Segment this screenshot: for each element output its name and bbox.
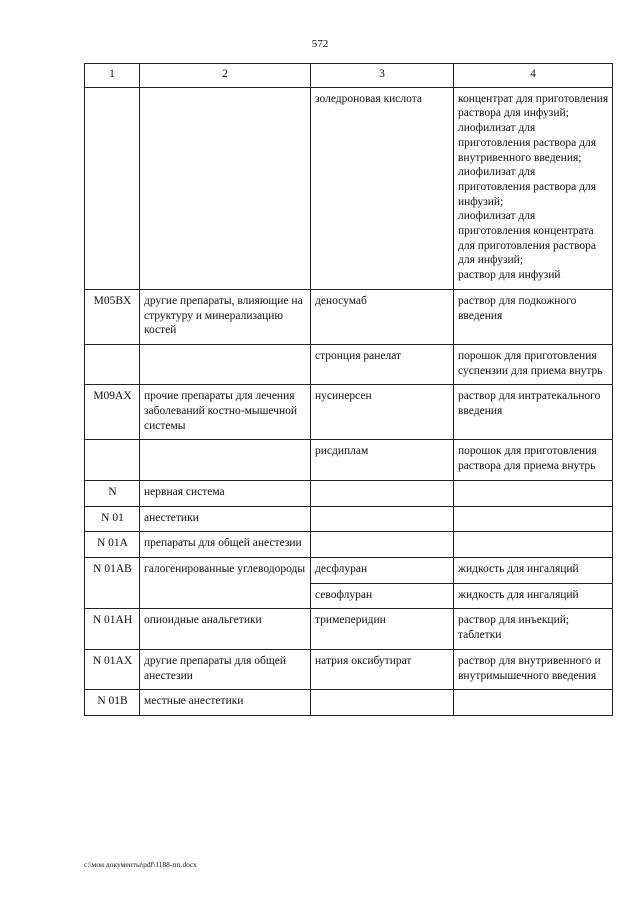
dosage-form: порошок для приготовления раствора для приема внутрь xyxy=(458,445,597,473)
column-header: 3 xyxy=(311,64,454,88)
group-cell: нервная система xyxy=(140,480,311,506)
drug-table xyxy=(84,63,613,716)
footer-file-path: c:\мои документы\pdf\1188-пп.docx xyxy=(84,860,197,869)
table-row xyxy=(85,440,613,480)
drug-name-cell xyxy=(311,506,454,532)
dosage-form: раствор для интратекального введения xyxy=(458,390,601,418)
atc-code-cell xyxy=(85,344,140,384)
dosage-forms-cell xyxy=(454,385,613,440)
dosage-form: лиофилизат для приготовления концентрата для приготовления раствора для инфузий; xyxy=(458,210,596,267)
dosage-forms-cell xyxy=(454,480,613,506)
drug-name-cell: натрия оксибутират xyxy=(311,649,454,689)
group-cell: прочие препараты для лечения заболеваний костно-мышечной системы xyxy=(140,385,311,440)
dosage-form: концентрат для приготовления раствора для инфузий; xyxy=(458,92,609,120)
drug-name-cell: севофлуран xyxy=(311,583,454,609)
dosage-forms-cell xyxy=(454,557,613,583)
column-header: 4 xyxy=(454,64,613,88)
group-cell: другие препараты, влияющие на структуру и минерализацию костей xyxy=(140,289,311,344)
dosage-forms-cell xyxy=(454,690,613,716)
group-cell: опиоидные анальгетики xyxy=(140,609,311,649)
dosage-form: жидкость для ингаляций xyxy=(458,588,579,601)
column-header: 1 xyxy=(85,64,140,88)
atc-code-cell: N 01B xyxy=(85,690,140,716)
drug-name-cell: тримеперидин xyxy=(311,609,454,649)
drug-name-cell: стронция ранелат xyxy=(311,344,454,384)
dosage-form: таблетки xyxy=(458,629,502,642)
atc-code-cell: M05BX xyxy=(85,289,140,344)
table-header-row xyxy=(85,64,613,88)
column-header: 2 xyxy=(140,64,311,88)
atc-code-cell xyxy=(85,87,140,289)
dosage-forms-cell xyxy=(454,649,613,689)
dosage-forms-cell xyxy=(454,440,613,480)
table-row xyxy=(85,609,613,649)
dosage-form: раствор для инфузий xyxy=(458,269,561,282)
dosage-forms-cell xyxy=(454,506,613,532)
atc-code-cell: N 01AB xyxy=(85,557,140,608)
atc-code-cell xyxy=(85,440,140,480)
dosage-form: раствор для подкожного введения xyxy=(458,294,577,322)
group-cell xyxy=(140,440,311,480)
table-row xyxy=(85,87,613,289)
table-row xyxy=(85,289,613,344)
group-cell: местные анестетики xyxy=(140,690,311,716)
table-row xyxy=(85,506,613,532)
dosage-forms-cell xyxy=(454,583,613,609)
group-cell: галогенированные углеводороды xyxy=(140,557,311,608)
table-row xyxy=(85,480,613,506)
table-row xyxy=(85,385,613,440)
dosage-form: порошок для приготовления суспензии для приема внутрь xyxy=(458,349,603,377)
atc-code-cell: N 01A xyxy=(85,532,140,558)
table-row xyxy=(85,344,613,384)
dosage-form: раствор для инъекций; xyxy=(458,614,570,627)
group-cell: препараты для общей анестезии xyxy=(140,532,311,558)
table-row xyxy=(85,557,613,583)
dosage-forms-cell xyxy=(454,87,613,289)
group-cell: другие препараты для общей анестезии xyxy=(140,649,311,689)
drug-name-cell: рисдиплам xyxy=(311,440,454,480)
dosage-form: лиофилизат для приготовления раствора для внутривенного введения; xyxy=(458,122,596,164)
atc-code-cell: N 01AX xyxy=(85,649,140,689)
table-row xyxy=(85,690,613,716)
atc-code-cell: M09AX xyxy=(85,385,140,440)
dosage-form: раствор для внутривенного и внутримышечного введения xyxy=(458,654,601,682)
group-cell xyxy=(140,344,311,384)
dosage-form: жидкость для ингаляций xyxy=(458,562,579,575)
table-row xyxy=(85,532,613,558)
atc-code-cell: N xyxy=(85,480,140,506)
dosage-forms-cell xyxy=(454,289,613,344)
drug-name-cell xyxy=(311,480,454,506)
drug-name-cell: деносумаб xyxy=(311,289,454,344)
drug-name-cell xyxy=(311,532,454,558)
group-cell: анестетики xyxy=(140,506,311,532)
atc-code-cell: N 01 xyxy=(85,506,140,532)
page-number: 572 xyxy=(311,38,329,50)
group-cell xyxy=(140,87,311,289)
dosage-forms-cell xyxy=(454,532,613,558)
drug-name-cell xyxy=(311,690,454,716)
table-row xyxy=(85,649,613,689)
atc-code-cell: N 01AH xyxy=(85,609,140,649)
drug-name-cell: нусинерсен xyxy=(311,385,454,440)
dosage-forms-cell xyxy=(454,609,613,649)
drug-name-cell: десфлуран xyxy=(311,557,454,583)
dosage-form: лиофилизат для приготовления раствора для инфузий; xyxy=(458,166,596,208)
dosage-forms-cell xyxy=(454,344,613,384)
drug-name-cell: золедроновая кислота xyxy=(311,87,454,289)
